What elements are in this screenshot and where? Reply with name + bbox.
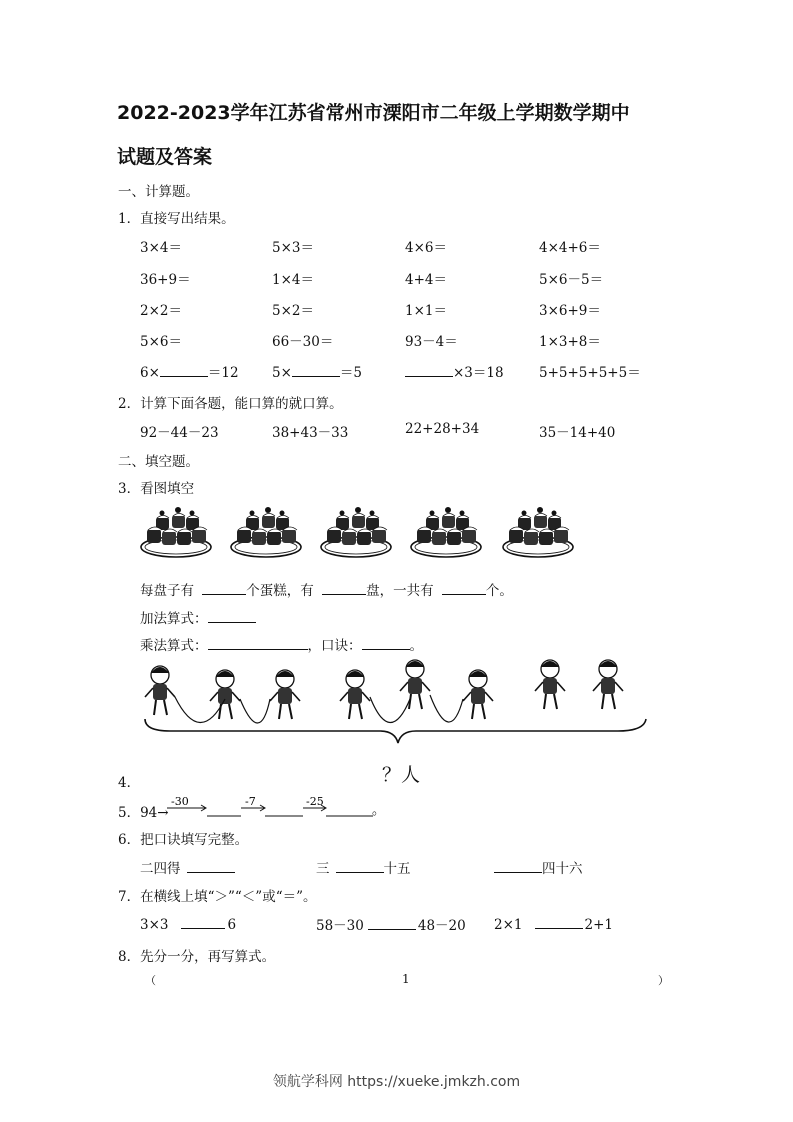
q7-text: 6	[227, 917, 237, 933]
answer-blank[interactable]	[336, 858, 384, 873]
q1-cell: 36+9＝	[140, 272, 191, 288]
q6-item-2	[316, 857, 411, 877]
q1-cell: 4×4+6＝	[539, 240, 601, 256]
page-number: 1	[402, 972, 410, 986]
q5-arrow-chain	[167, 794, 386, 822]
child-figure	[400, 660, 430, 709]
answer-blank[interactable]	[208, 635, 308, 650]
q3-text: 个蛋糕，有	[246, 583, 314, 599]
q7-label: 7．在横线上填“＞”“＜”或“＝”。	[118, 889, 317, 905]
doc-title-line1: 2022-2023学年江苏省常州市溧阳市二年级上学期数学期中	[117, 102, 630, 124]
q8-open-paren: （	[145, 974, 156, 987]
q1-cell: 3×6+9＝	[539, 303, 601, 319]
child-figure	[210, 670, 240, 719]
answer-blank[interactable]	[442, 580, 486, 595]
q8-close-paren: ）	[658, 974, 669, 987]
q7-item-3	[494, 914, 613, 933]
q8-label: 8．先分一分，再写算式。	[118, 949, 276, 965]
q1-cell: 5×6－5＝	[539, 272, 604, 288]
section-2-heading: 二、填空题。	[118, 454, 199, 470]
q5-step: -25	[306, 795, 324, 808]
q3-text: 每盘子有	[140, 583, 194, 599]
doc-title-line2: 试题及答案	[117, 146, 213, 168]
child-figure	[463, 670, 493, 719]
q7-item-1	[140, 914, 236, 933]
q1-cell: 93－4＝	[405, 334, 458, 350]
answer-blank[interactable]	[362, 635, 410, 650]
cake-plate	[321, 507, 391, 557]
cake-plate	[503, 507, 573, 557]
answer-blank[interactable]	[368, 915, 416, 930]
q4-label: 4．	[118, 775, 141, 791]
q1-cell: 66－30＝	[272, 334, 334, 350]
answer-blank[interactable]	[322, 580, 366, 595]
q5-label: 5．94→	[118, 805, 169, 821]
q6-item-1	[140, 857, 235, 877]
q7-text: 2×1	[494, 917, 523, 933]
q3-line3	[140, 634, 423, 654]
q1-cell: 2×2＝	[140, 303, 182, 319]
q1-cell: 3×4＝	[140, 240, 182, 256]
q1-cell: 5×3＝	[272, 240, 314, 256]
q1-fill-cell-1	[140, 361, 239, 381]
q7-text: 3×3	[140, 917, 169, 933]
cake-plate	[141, 507, 211, 557]
child-figure	[535, 660, 565, 709]
q2-item: 22+28+34	[405, 421, 480, 437]
q7-text: 2+1	[584, 917, 613, 933]
q1-cell: 4×6＝	[405, 240, 447, 256]
q3-text: 个。	[485, 583, 513, 599]
cake-plate	[231, 507, 301, 557]
q1-text: ＝12	[207, 365, 239, 381]
q5-end: 。	[372, 803, 386, 818]
child-figure	[270, 670, 300, 719]
q7-text: 48－20	[417, 918, 466, 934]
q1-text: ＝5	[339, 365, 362, 381]
answer-blank[interactable]	[202, 580, 246, 595]
q6-item-3	[494, 857, 583, 877]
q3-line1	[140, 579, 513, 599]
answer-blank[interactable]	[535, 914, 583, 929]
q3-text: 乘法算式：	[140, 638, 208, 654]
q1-cell: 4+4＝	[405, 272, 447, 288]
q2-item: 92－44－23	[140, 425, 219, 441]
q2-item: 35－14+40	[539, 425, 616, 441]
child-figure	[593, 660, 623, 709]
answer-blank[interactable]	[208, 608, 256, 623]
q1-cell: 1×4＝	[272, 272, 314, 288]
q2-item: 38+43－33	[272, 425, 349, 441]
q4-caption: ？人	[382, 764, 421, 786]
q1-fill-cell-3	[405, 361, 504, 381]
child-figure	[145, 666, 175, 715]
q3-text: 。	[409, 638, 423, 654]
answer-blank[interactable]	[292, 362, 340, 377]
answer-blank[interactable]	[405, 362, 453, 377]
q1-text: 5×	[272, 365, 292, 381]
q1-cell: 1×1＝	[405, 303, 447, 319]
q2-label: 2．计算下面各题，能口算的就口算。	[118, 396, 343, 412]
q1-text: 6×	[140, 365, 160, 381]
q6-text: 二四得	[140, 861, 181, 877]
q1-cell: 5×6＝	[140, 334, 182, 350]
cake-plates-illustration	[140, 505, 590, 565]
q1-cell: 5+5+5+5+5＝	[539, 365, 641, 381]
q1-cell: 5×2＝	[272, 303, 314, 319]
q5-step: -7	[245, 795, 256, 808]
q6-text: 三	[316, 861, 330, 877]
answer-blank[interactable]	[494, 858, 542, 873]
q3-text: ，口诀：	[307, 638, 362, 654]
q6-label: 6．把口诀填写完整。	[118, 832, 249, 848]
q3-label: 3．看图填空	[118, 481, 195, 497]
answer-blank[interactable]	[181, 914, 225, 929]
answer-blank[interactable]	[187, 858, 235, 873]
q5-step: -30	[171, 795, 189, 808]
answer-blank[interactable]	[160, 362, 208, 377]
q1-fill-cell-2	[272, 361, 362, 381]
child-figure	[340, 670, 370, 719]
q1-label: 1．直接写出结果。	[118, 211, 235, 227]
q3-text: 盘，一共有	[366, 583, 434, 599]
children-jump-rope-illustration	[140, 657, 652, 747]
q6-text: 十五	[383, 861, 411, 877]
q3-line2	[140, 607, 256, 627]
q1-cell: 1×3+8＝	[539, 334, 601, 350]
cake-plate	[411, 507, 481, 557]
q7-text: 58－30	[316, 918, 364, 934]
q3-text: 加法算式：	[140, 611, 208, 627]
q6-text: 四十六	[542, 861, 583, 877]
footer-watermark: 领航学科网 https://xueke.jmkzh.com	[272, 1074, 521, 1090]
q1-text: ×3＝18	[453, 365, 504, 381]
q7-item-2	[316, 914, 466, 934]
section-1-heading: 一、计算题。	[118, 184, 199, 200]
